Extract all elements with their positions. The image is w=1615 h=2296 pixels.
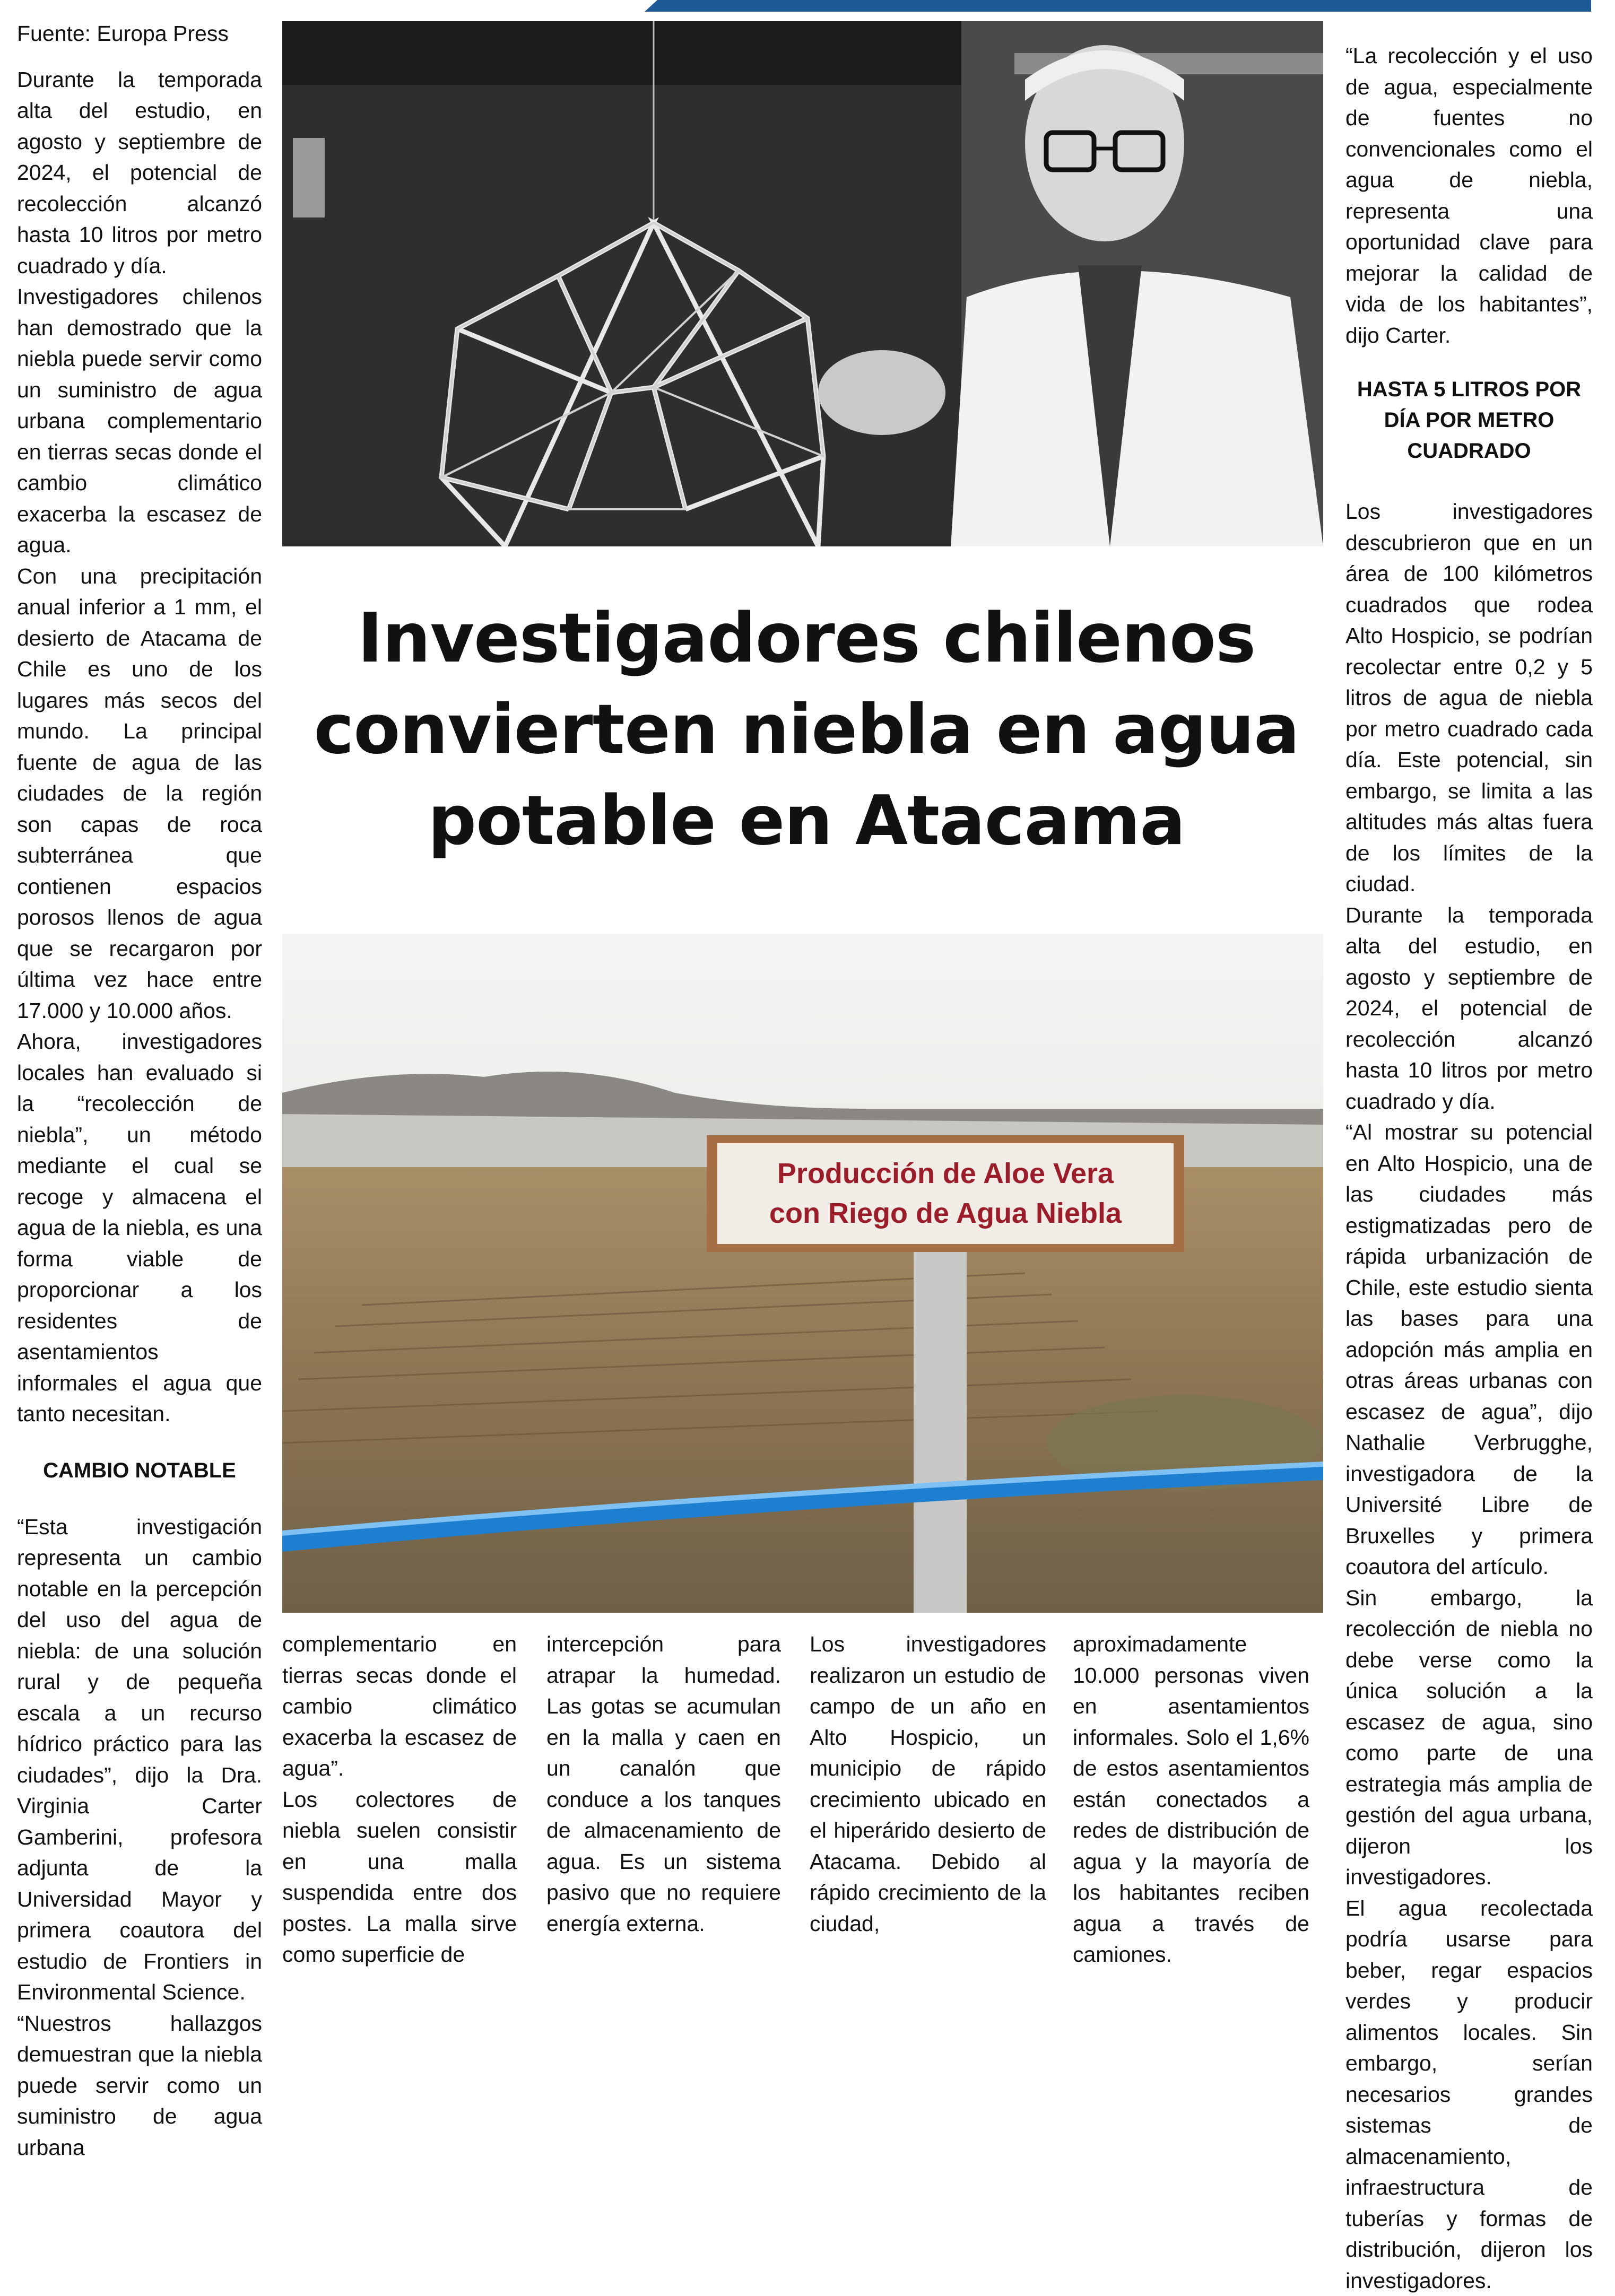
article-column-5	[1073, 1629, 1309, 1970]
paragraph: Ahora, investigadores locales han evaluado si la “recolección de niebla”, un método mediante el cual se recoge y almacena el agua de la niebla, es una forma viable de proporcionar a los residentes de asentamientos informales el agua que tanto necesitan.	[17, 1026, 262, 1430]
paragraph: “Nuestros hallazgos demuestran que la niebla puede servir como un suministro de agua urbana	[17, 2008, 262, 2163]
article-headline: Investigadores chilenos convierten niebla en agua potable en Atacama	[286, 593, 1326, 867]
paragraph: Los investigadores realizaron un estudio de campo de un año en Alto Hospicio, un municipio de rápido crecimiento ubicado en el hiperárido desierto de Atacama. Debido al rápido crecimiento de la ciudad,	[810, 1629, 1046, 1939]
top-accent-bar	[645, 0, 1591, 12]
paragraph: Con una precipitación anual inferior a 1 mm, el desierto de Atacama de Chile es uno de los lugares más secos del mundo. La principal fuente de agua de las ciudades de la región son capas de roca subterránea que contienen espacios porosos llenos de agua que se recargaron por última vez hace entre 17.000 y 10.000 años.	[17, 561, 262, 1027]
paragraph: “La recolección y el uso de agua, especialmente de fuentes no convencionales como el agua de niebla, representa una oportunidad clave para mejorar la calidad de vida de los habitantes”, dijo Carter.	[1345, 40, 1593, 351]
paragraph: Los colectores de niebla suelen consistir en una malla suspendida entre dos postes. La malla sirve como superficie de	[282, 1784, 517, 1970]
article-column-4	[810, 1629, 1046, 1939]
paragraph: Durante la temporada alta del estudio, en agosto y septiembre de 2024, el potencial de recolección alcanzó hasta 10 litros por metro cuadrado y día.	[17, 64, 262, 282]
researcher-photo-illustration	[282, 21, 1323, 546]
sign-line-2: con Riego de Agua Niebla	[769, 1197, 1122, 1229]
paragraph: intercepción para atrapar la humedad. Las gotas se acumulan en la malla y caen en un canalón que conduce a los tanques de almacenamiento de agua. Es un sistema pasivo que no requiere energía externa.	[546, 1629, 781, 1939]
paragraph: El agua recolectada podría usarse para beber, regar espacios verdes y producir alimentos locales. Sin embargo, serían necesarios grandes sistemas de almacenamiento, infraestructura de tuberías y formas de distribución, dijeron los investigadores.	[1345, 1893, 1593, 2296]
section-heading: CAMBIO NOTABLE	[17, 1455, 262, 1486]
photo-researcher-with-model	[282, 21, 1323, 546]
source-credit: Fuente: Europa Press	[17, 18, 262, 49]
paragraph: complementario en tierras secas donde el cambio climático exacerba la escasez de agua”.	[282, 1629, 517, 1784]
article-column-3	[546, 1629, 781, 1939]
paragraph: “Al mostrar su potencial en Alto Hospicio, una de las ciudades más estigmatizadas pero de rápida urbanización de Chile, este estudio sienta las bases para una adopción más amplia en otras áreas urbanas con escasez de agua”, dijo Nathalie Verbrugghe, investigadora de la Université Libre de Bruxelles y primera coautora del artículo.	[1345, 1117, 1593, 1582]
paragraph: Sin embargo, la recolección de niebla no debe verse como la única solución a la escasez de agua, sino como parte de una estrategia más amplia de gestión del agua urbana, dijeron los investigadores.	[1345, 1582, 1593, 1893]
paragraph: Los investigadores descubrieron que en un área de 100 kilómetros cuadrados que rodea Alto Hospicio, se podrían recolectar entre 0,2 y 5 litros de agua de niebla por metro cuadrado cada día. Este potencial, sin embargo, se limita a las altitudes más altas fuera de los límites de la ciudad.	[1345, 496, 1593, 900]
article-column-2	[282, 1629, 517, 1970]
paragraph: “Esta investigación representa un cambio notable en la percepción del uso del agua de niebla: de una solución rural y de pequeña escala a un recurso hídrico práctico para las ciudades”, dijo la Dra. Virginia Carter Gamberini, profesora adjunta de la Universidad Mayor y primera coautora del estudio de Frontiers in Environmental Science.	[17, 1511, 262, 2008]
sign-line-1: Producción de Aloe Vera	[777, 1158, 1114, 1189]
article-column-6	[1345, 40, 1593, 2296]
paragraph: Durante la temporada alta del estudio, en agosto y septiembre de 2024, el potencial de recolección alcanzó hasta 10 litros por metro cuadrado y día.	[1345, 900, 1593, 1117]
photo-aloe-vera-sign	[282, 934, 1323, 1613]
desert-sign-photo-illustration	[282, 934, 1323, 1613]
paragraph: aproximadamente 10.000 personas viven en asentamientos informales. Solo el 1,6% de estos asentamientos están conectados a redes de distribución de agua y la mayoría de los habitantes reciben agua a través de camiones.	[1073, 1629, 1309, 1970]
article-column-1	[17, 18, 262, 2163]
paragraph: Investigadores chilenos han demostrado que la niebla puede servir como un suministro de agua urbana complementario en tierras secas donde el cambio climático exacerba la escasez de agua.	[17, 281, 262, 561]
section-heading: HASTA 5 LITROS POR DÍA POR METRO CUADRADO	[1345, 374, 1593, 466]
